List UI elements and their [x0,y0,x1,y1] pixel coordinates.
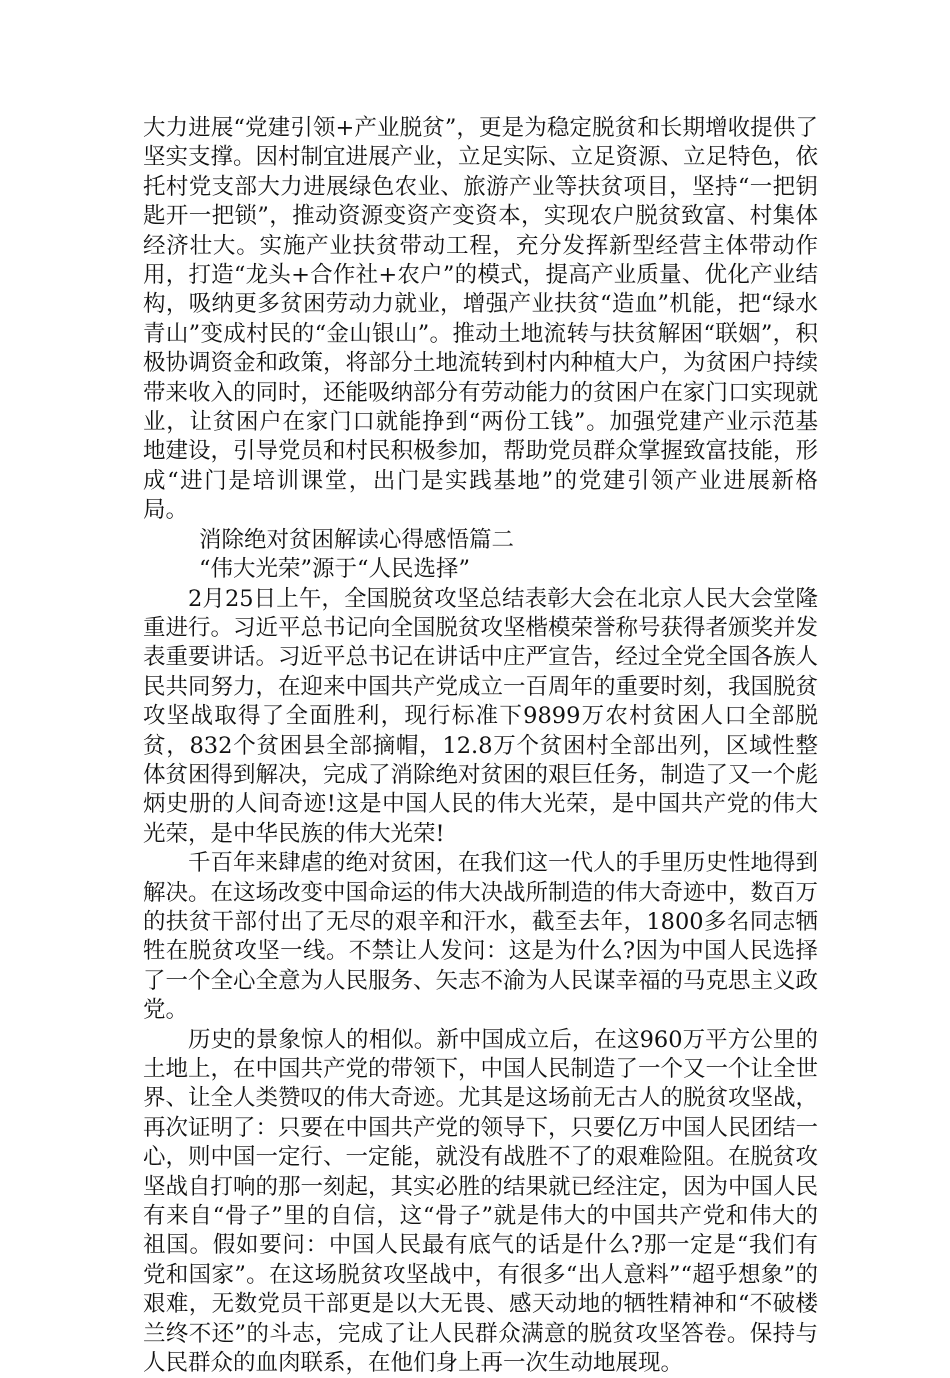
section-heading: 消除绝对贫困解读心得感悟篇二 [199,526,515,553]
paragraph-industry-poverty: 大力进展“党建引领+产业脱贫”，更是为稳定脱贫和长期增收提供了坚实支撑。因村制宜进展产业，立足实际、立足资源、立足特色，依托村党支部大力进展绿色农业、旅游产业等扶贫项目，坚持“一把钥匙开一把锁”，推动资源变资产变资本，实现农户脱贫致富、村集体经济壮大。实施产业扶贫带动工程，充分发挥新型经营主体带动作用，打造“龙头+合作社+农户”的模式，提高产业质量、优化产业结构，吸纳更多贫困劳动力就业，增强产业扶贫“造血”机能，把“绿水青山”变成村民的“金山银山”。推动土地流转与扶贫解困“联姻”，积极协调资金和政策，将部分土地流转到村内种植大户，为贫困户持续带来收入的同时，还能吸纳部分有劳动能力的贫困户在家门口实现就业，让贫困户在家门口就能挣到“两份工钱”。加强党建产业示范基地建设，引导党员和村民积极参加，帮助党员群众掌握致富技能，形成“进门是培训课堂，出门是实践基地”的党建引领产业进展新格局。 [143,115,819,524]
article-subtitle: “伟大光荣”源于“人民选择” [199,556,471,583]
paragraph-commendation-conference: 2月25日上午，全国脱贫攻坚总结表彰大会在北京人民大会堂隆重进行。习近平总书记向全国脱贫攻坚楷模荣誉称号获得者颁奖并发表重要讲话。习近平总书记在讲话中庄严宣告，经过全党全国各族人民共同努力，在迎来中国共产党成立一百周年的重要时刻，我国脱贫攻坚战取得了全面胜利，现行标准下9899万农村贫困人口全部脱贫，832个贫困县全部摘帽，12.8万个贫困村全部出列，区域性整体贫困得到解决，完成了消除绝对贫困的艰巨任务，制造了又一个彪炳史册的人间奇迹!这是中国人民的伟大光荣，是中国共产党的伟大光荣，是中华民族的伟大光荣! [143,585,819,847]
paragraph-history-similarity: 历史的景象惊人的相似。新中国成立后，在这960万平方公里的土地上，在中国共产党的带领下，中国人民制造了一个又一个让全世界、让全人类赞叹的伟大奇迹。尤其是这场前无古人的脱贫攻坚战，再次证明了：只要在中国共产党的领导下，只要亿万中国人民团结一心，则中国一定行、一定能，就没有战胜不了的艰难险阻。在脱贫攻坚战自打响的那一刻起，其实必胜的结果就已经注定，因为中国人民有来自“骨子”里的自信，这“骨子”就是伟大的中国共产党和伟大的祖国。假如要问：中国人民最有底气的话是什么?那一定是“我们有党和国家”。在这场脱贫攻坚战中，有很多“出人意料”“超乎想象”的艰难，无数党员干部更是以大无畏、感天动地的牺牲精神和“不破楼兰终不还”的斗志，完成了让人民群众满意的脱贫攻坚答卷。保持与人民群众的血肉联系，在他们身上再一次生动地展现。 [143,1026,819,1377]
paragraph-historic-resolution: 千百年来肆虐的绝对贫困，在我们这一代人的手里历史性地得到解决。在这场改变中国命运的伟大决战所制造的伟大奇迹中，数百万的扶贫干部付出了无尽的艰辛和汗水，截至去年，1800多名同志牺牲在脱贫攻坚一线。不禁让人发问：这是为什么?因为中国人民选择了一个全心全意为人民服务、矢志不渝为人民谋幸福的马克思主义政党。 [143,850,819,1024]
document-body [143,114,818,1378]
